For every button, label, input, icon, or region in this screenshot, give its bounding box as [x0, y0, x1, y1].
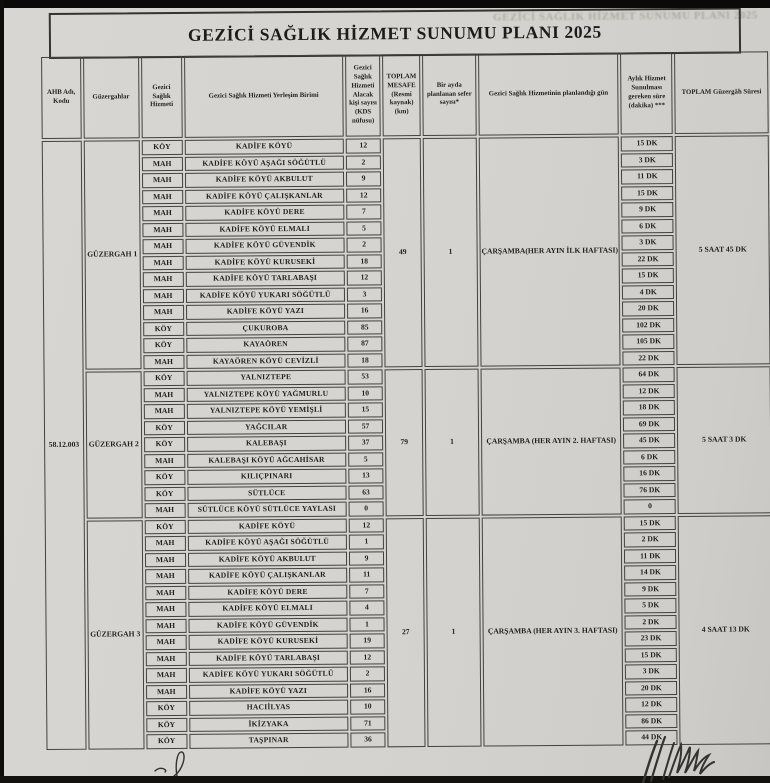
- unit-name-cell: KADİFE KÖYÜ GÜVENDİK: [188, 617, 347, 633]
- duration-cell: 105 DK: [623, 334, 675, 349]
- route-name-cell: GÜZERGAH 3: [86, 520, 144, 749]
- unit-name-cell: İKİZYAKA: [189, 716, 348, 732]
- population-cell: 71: [350, 716, 386, 731]
- table-header: [41, 51, 769, 139]
- duration-cell: 15 DK: [624, 516, 676, 531]
- column-header-10: TOPLAM Güzergâh Süresi: [674, 51, 768, 134]
- population-cell: 15: [348, 402, 384, 417]
- unit-type-cell: MAH: [145, 668, 186, 683]
- population-cell: 12: [346, 188, 382, 203]
- unit-name-cell: KADİFE KÖYÜ: [187, 518, 346, 534]
- unit-type-cell: MAH: [142, 206, 183, 221]
- unit-type-cell: MAH: [145, 602, 186, 617]
- duration-cell: 3 DK: [622, 235, 674, 250]
- population-cell: 13: [348, 468, 384, 483]
- population-cell: 37: [348, 435, 384, 450]
- duration-cell: 6 DK: [624, 450, 676, 465]
- unit-name-cell: KADİFE KÖYÜ ÇALIŞKANLAR: [185, 188, 344, 204]
- duration-cell: 12 DK: [625, 697, 677, 712]
- population-cell: 9: [349, 551, 385, 566]
- route-total-duration-cell: 5 SAAT 3 DK: [677, 366, 770, 513]
- population-cell: 12: [346, 138, 382, 153]
- unit-type-cell: KÖY: [144, 470, 185, 485]
- population-cell: 87: [347, 336, 383, 351]
- planned-day-cell: ÇARŞAMBA (HER AYIN 2. HAFTASI): [480, 367, 622, 515]
- duration-cell: 5 DK: [625, 598, 677, 613]
- column-header-7: Bir ayda planlanan sefer sayısı*: [422, 54, 476, 136]
- population-cell: 1: [349, 534, 385, 549]
- unit-name-cell: HACIİLYAS: [189, 700, 348, 716]
- duration-cell: 14 DK: [624, 565, 676, 580]
- duration-cell: 23 DK: [625, 631, 677, 646]
- duration-cell: 4 DK: [622, 285, 674, 300]
- duration-cell: 22 DK: [623, 351, 675, 366]
- column-header-5: Gezici Sağlık Hizmeti Alacak kişi sayısı (KDS nüfusu): [345, 54, 381, 136]
- unit-type-cell: KÖY: [144, 437, 185, 452]
- duration-cell: 18 DK: [623, 400, 675, 415]
- unit-name-cell: KADİFE KÖYÜ AŞAĞI SÖĞÜTLÜ: [185, 155, 344, 171]
- planned-day-cell: ÇARŞAMBA(HER AYIN İLK HAFTASI): [479, 136, 621, 366]
- unit-type-cell: KÖY: [143, 371, 184, 386]
- unit-name-cell: KADİFE KÖYÜ: [184, 139, 343, 155]
- unit-type-cell: MAH: [142, 255, 183, 270]
- duration-cell: 44 DK: [626, 730, 678, 745]
- duration-cell: 3 DK: [621, 153, 673, 168]
- unit-type-cell: MAH: [144, 453, 185, 468]
- unit-name-cell: KADİFE KÖYÜ YUKARI SÖĞÜTLÜ: [186, 287, 345, 303]
- page-title: GEZİCİ SAĞLIK HİZMET SUNUMU PLANI 2025: [187, 21, 602, 45]
- page-content: [3, 1, 770, 776]
- unit-name-cell: SÜTLÜCE KÖYÜ SÜTLÜCE YAYLASI: [187, 502, 346, 518]
- unit-type-cell: MAH: [144, 503, 185, 518]
- unit-type-cell: KÖY: [144, 486, 185, 501]
- total-distance-cell: 49: [383, 138, 423, 367]
- unit-type-cell: MAH: [142, 288, 183, 303]
- unit-name-cell: SÜTLÜCE: [187, 485, 346, 501]
- population-cell: 2: [346, 155, 382, 170]
- unit-type-cell: KÖY: [144, 420, 185, 435]
- population-cell: 63: [348, 485, 384, 500]
- unit-type-cell: MAH: [145, 635, 186, 650]
- duration-cell: 2 DK: [624, 532, 676, 547]
- unit-name-cell: KILIÇPINARI: [187, 469, 346, 485]
- duration-cell: 15 DK: [625, 648, 677, 663]
- unit-type-cell: KÖY: [143, 338, 184, 353]
- scan-border-top: [0, 0, 770, 8]
- duration-cell: 16 DK: [624, 466, 676, 481]
- column-header-2: Güzergahlar: [83, 56, 140, 138]
- unit-name-cell: KADİFE KÖYÜ AKBULUT: [188, 551, 347, 567]
- unit-type-cell: MAH: [141, 156, 182, 171]
- unit-type-cell: MAH: [145, 651, 186, 666]
- duration-cell: 11 DK: [624, 549, 676, 564]
- population-cell: 1: [349, 617, 385, 632]
- unit-type-cell: MAH: [144, 536, 185, 551]
- unit-type-cell: MAH: [142, 222, 183, 237]
- population-cell: 12: [348, 518, 384, 533]
- unit-type-cell: KÖY: [146, 717, 187, 732]
- column-header-1: AHB Adı, Kodu: [41, 57, 81, 139]
- unit-name-cell: ÇUKUROBA: [186, 320, 345, 336]
- duration-cell: 76 DK: [624, 483, 676, 498]
- unit-type-cell: MAH: [145, 552, 186, 567]
- unit-name-cell: KADİFE KÖYÜ GÜVENDİK: [185, 238, 344, 254]
- population-cell: 19: [349, 633, 385, 648]
- unit-name-cell: KADİFE KÖYÜ YAZI: [186, 304, 345, 320]
- duration-cell: 0: [624, 499, 676, 514]
- population-cell: 18: [346, 254, 382, 269]
- total-distance-cell: 79: [385, 369, 424, 516]
- population-cell: 2: [350, 666, 386, 681]
- unit-name-cell: KADİFE KÖYÜ TARLABAŞI: [186, 271, 345, 287]
- unit-name-cell: KADİFE KÖYÜ AŞAĞI SÖĞÜTLÜ: [188, 535, 347, 551]
- unit-type-cell: MAH: [146, 684, 187, 699]
- unit-type-cell: KÖY: [141, 140, 182, 155]
- population-cell: 85: [347, 320, 383, 335]
- population-cell: 10: [347, 386, 383, 401]
- signature-mark-left: [141, 749, 251, 776]
- unit-type-cell: MAH: [142, 239, 183, 254]
- population-cell: 3: [347, 287, 383, 302]
- duration-cell: 15 DK: [621, 186, 673, 201]
- unit-name-cell: TAŞPINAR: [189, 733, 348, 749]
- population-cell: 9: [346, 171, 382, 186]
- unit-type-cell: MAH: [145, 569, 186, 584]
- population-cell: 0: [348, 501, 384, 516]
- unit-name-cell: KADİFE KÖYÜ DERE: [188, 584, 347, 600]
- unit-name-cell: KADİFE KÖYÜ KURUSEKİ: [188, 634, 347, 650]
- ahb-code-cell: 58.12.003: [42, 141, 86, 750]
- unit-name-cell: YAĞCILAR: [187, 419, 346, 435]
- unit-type-cell: MAH: [143, 305, 184, 320]
- duration-cell: 86 DK: [626, 714, 678, 729]
- route-name-cell: GÜZERGAH 1: [83, 140, 141, 369]
- column-header-4: Gezici Sağlık Hizmeti Yerleşim Birimi: [184, 55, 344, 138]
- table-body: [42, 135, 770, 749]
- duration-cell: 9 DK: [622, 202, 674, 217]
- duration-cell: 69 DK: [623, 417, 675, 432]
- column-header-9: Aylık Hizmet Sunulması gereken süre (dakika) ***: [620, 52, 673, 134]
- plan-table: [39, 49, 770, 751]
- duration-cell: 15 DK: [622, 268, 674, 283]
- unit-type-cell: MAH: [142, 189, 183, 204]
- duration-cell: 64 DK: [623, 367, 675, 382]
- unit-name-cell: KALEBAŞI: [187, 436, 346, 452]
- unit-name-cell: KAYAÖREN: [186, 337, 345, 353]
- duration-cell: 22 DK: [622, 252, 674, 267]
- total-distance-cell: 27: [386, 518, 426, 747]
- column-header-8: Gezici Sağlık Hizmetinin planlandığı gün: [478, 52, 619, 135]
- duration-cell: 20 DK: [625, 681, 677, 696]
- population-cell: 12: [350, 650, 386, 665]
- unit-type-cell: MAH: [145, 585, 186, 600]
- column-header-3: Gezici Sağlık Hizmeti: [141, 56, 183, 138]
- scan-border-left: [0, 0, 4, 776]
- unit-name-cell: YALNIZTEPE KÖYÜ YEMİŞLİ: [187, 403, 346, 419]
- duration-cell: 20 DK: [622, 301, 674, 316]
- unit-name-cell: KADİFE KÖYÜ KURUSEKİ: [185, 254, 344, 270]
- unit-type-cell: KÖY: [143, 321, 184, 336]
- duration-cell: 3 DK: [625, 664, 677, 679]
- unit-type-cell: MAH: [143, 404, 184, 419]
- population-cell: 12: [347, 270, 383, 285]
- population-cell: 18: [347, 353, 383, 368]
- population-cell: 53: [347, 369, 383, 384]
- duration-cell: 6 DK: [622, 219, 674, 234]
- duration-cell: 9 DK: [625, 582, 677, 597]
- unit-name-cell: KALEBAŞI KÖYÜ AĞCAHİSAR: [187, 452, 346, 468]
- population-cell: 16: [350, 683, 386, 698]
- population-cell: 16: [347, 303, 383, 318]
- duration-cell: 12 DK: [623, 384, 675, 399]
- population-cell: 5: [348, 452, 384, 467]
- unit-name-cell: KADİFE KÖYÜ AKBULUT: [185, 172, 344, 188]
- scanned-page: [3, 7, 770, 776]
- unit-name-cell: KADİFE KÖYÜ ELMALI: [185, 221, 344, 237]
- population-cell: 7: [349, 584, 385, 599]
- duration-cell: 45 DK: [623, 433, 675, 448]
- duration-cell: 11 DK: [621, 169, 673, 184]
- population-cell: 11: [349, 567, 385, 582]
- unit-name-cell: KADİFE KÖYÜ YUKARI SÖĞÜTLÜ: [189, 667, 348, 683]
- unit-type-cell: MAH: [142, 173, 183, 188]
- unit-type-cell: KÖY: [146, 734, 187, 749]
- unit-type-cell: KÖY: [144, 519, 185, 534]
- unit-name-cell: KADİFE KÖYÜ TARLABAŞI: [189, 650, 348, 666]
- monthly-trips-cell: 1: [425, 369, 480, 516]
- unit-name-cell: KADİFE KÖYÜ YAZI: [189, 683, 348, 699]
- header-row: [41, 51, 769, 139]
- population-cell: 57: [348, 419, 384, 434]
- monthly-trips-cell: 1: [423, 138, 479, 367]
- duration-cell: 2 DK: [625, 615, 677, 630]
- unit-name-cell: KADİFE KÖYÜ ÇALIŞKANLAR: [188, 568, 347, 584]
- population-cell: 10: [350, 699, 386, 714]
- duration-cell: 15 DK: [621, 136, 673, 151]
- unit-name-cell: KADİFE KÖYÜ DERE: [185, 205, 344, 221]
- bleed-through-title: GEZİCİ SAĞLIK HİZMET SUNUMU PLANI 2025: [492, 9, 758, 24]
- route-total-duration-cell: 5 SAAT 45 DK: [675, 135, 770, 365]
- population-cell: 7: [346, 204, 382, 219]
- monthly-trips-cell: 1: [426, 517, 482, 746]
- unit-type-cell: MAH: [145, 618, 186, 633]
- signature-mark-right: [621, 729, 741, 783]
- unit-name-cell: KADİFE KÖYÜ ELMALI: [188, 601, 347, 617]
- population-cell: 2: [346, 237, 382, 252]
- unit-type-cell: KÖY: [146, 701, 187, 716]
- unit-name-cell: YALNIZTEPE KÖYÜ YAĞMURLU: [186, 386, 345, 402]
- population-cell: 5: [346, 221, 382, 236]
- unit-name-cell: KAYAÖREN KÖYÜ CEVİZLİ: [186, 353, 345, 369]
- unit-type-cell: MAH: [142, 272, 183, 287]
- duration-cell: 102 DK: [622, 318, 674, 333]
- route-total-duration-cell: 4 SAAT 13 DK: [678, 515, 770, 745]
- unit-name-cell: YALNIZTEPE: [186, 370, 345, 386]
- population-cell: 36: [350, 732, 386, 747]
- population-cell: 4: [349, 600, 385, 615]
- unit-type-cell: MAH: [143, 354, 184, 369]
- unit-type-cell: MAH: [143, 387, 184, 402]
- column-header-6: TOPLAM MESAFE (Resmi kaynak) (km): [382, 54, 420, 136]
- planned-day-cell: ÇARŞAMBA (HER AYIN 3. HAFTASI): [482, 516, 624, 746]
- route-name-cell: GÜZERGAH 2: [85, 371, 142, 518]
